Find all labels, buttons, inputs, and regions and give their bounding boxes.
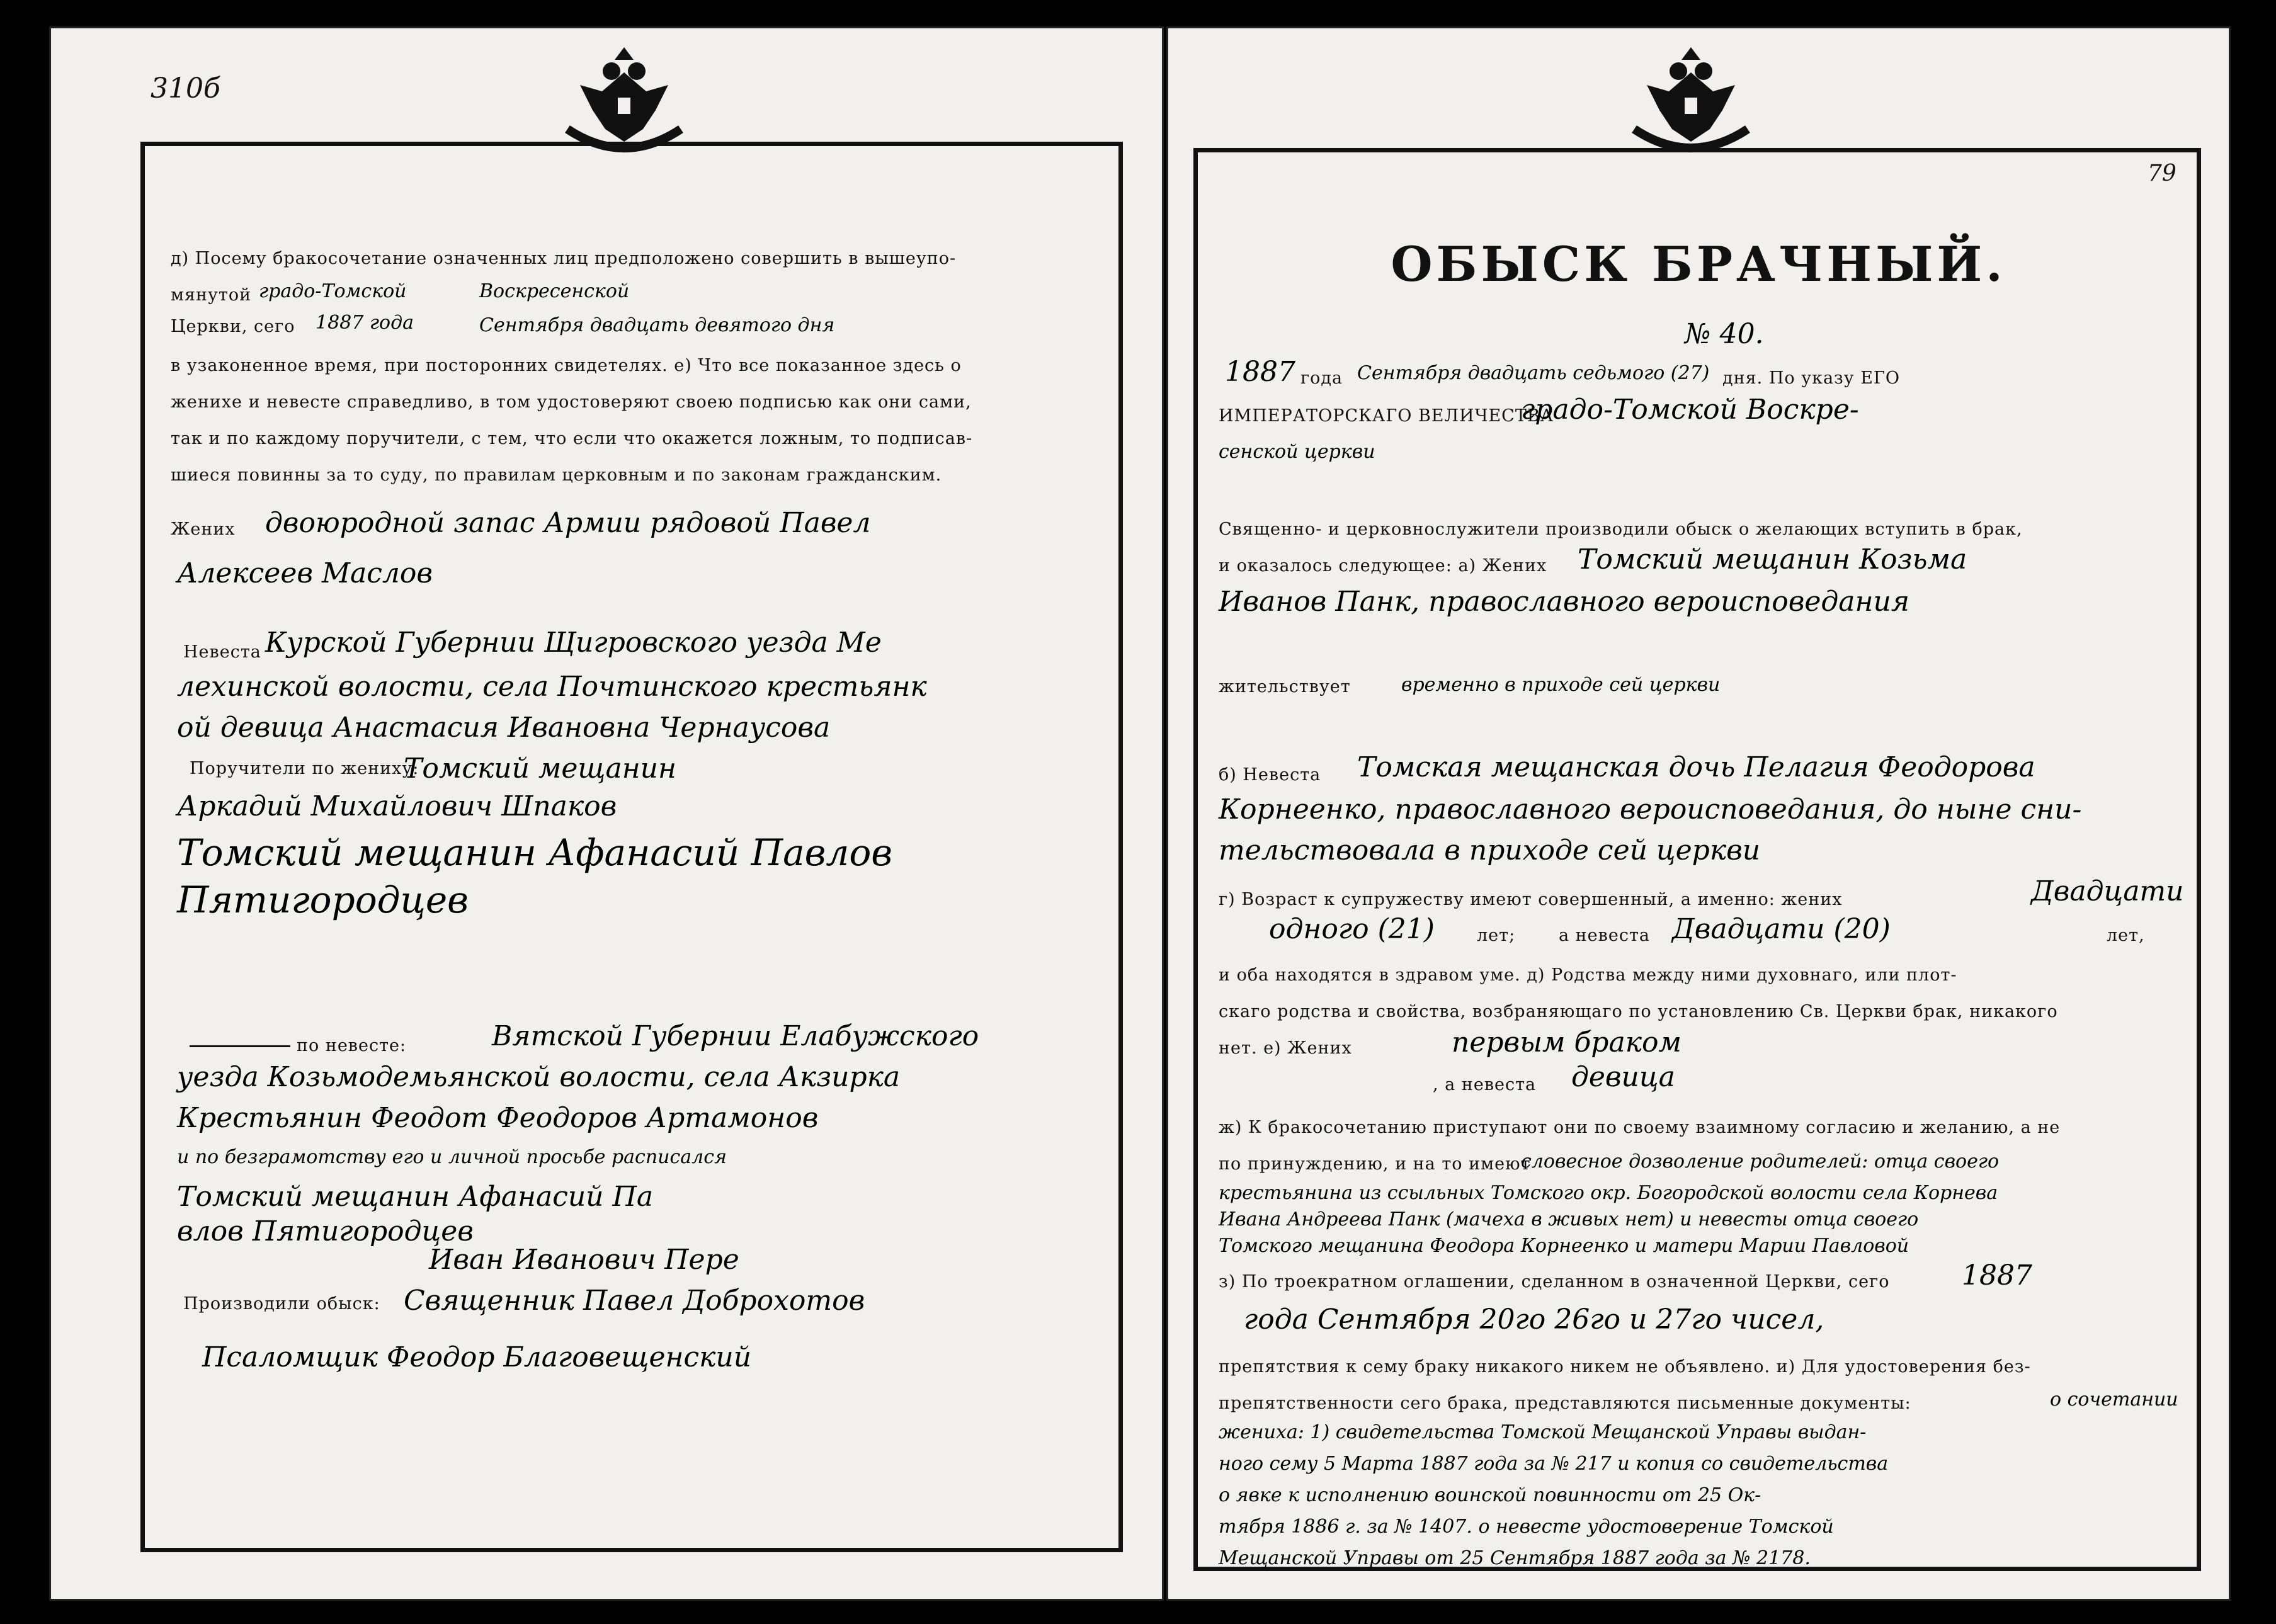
consent-line-1: ж) К бракосочетанию приступают они по своему взаимному согласию и желанию, а не: [1219, 1118, 2061, 1137]
groom-age-hand-2: одного (21): [1269, 913, 1435, 945]
right-page: [1166, 26, 2231, 1601]
guarantors-groom-label: Поручители по жениху:: [190, 759, 419, 778]
paragraph-d-line-4: в узаконенное время, при посторонних свидетелях. е) Что все показанное здесь о: [171, 356, 962, 375]
bride-age-hand: Двадцати (20): [1672, 913, 1891, 945]
bride-hand-3: ой девица Анастасия Ивановна Чернаусова: [177, 712, 831, 744]
guarantor-groom-hand-1: Томский мещанин: [404, 752, 676, 785]
guarantors-bride-label: [190, 1036, 406, 1055]
guarantor-bride-hand-7: Иван Иванович Пере: [429, 1244, 739, 1276]
kinship-line-2: скаго родства и свойства, возбраняющаго по установлению Св. Церкви брак, никакого: [1219, 1002, 2058, 1021]
consent-hand-4: Томского мещанина Феодора Корнеенко и матери Марии Павловой: [1219, 1235, 1909, 1257]
groom-hand-2: Алексеев Маслов: [177, 557, 433, 589]
groom-hand-right: Томский мещанин Козьма: [1578, 543, 1967, 576]
bride-hand-right-1: Томская мещанская дочь Пелагия Феодорова: [1357, 751, 2035, 783]
line2-print-majesty: ИМПЕРАТОРСКАГО ВЕЛИЧЕСТВА: [1219, 406, 1554, 426]
consent-hand-2: крестьянина из ссыльных Томского окр. Богородской волости села Корнева: [1219, 1182, 1998, 1204]
paragraph-d-line-2-print: мянутой: [171, 285, 252, 305]
consent-hand-1: словесное дозволение родителей: отца своего: [1521, 1150, 2000, 1173]
folio-number-right: 79: [2148, 161, 2176, 186]
bride-status-hand: девица: [1571, 1061, 1675, 1093]
documents-hand-1: жениха: 1) свидетельства Томской Мещанской Управы выдан-: [1219, 1421, 1867, 1443]
paragraph-d-line-5: женихе и невесте справедливо, в том удостоверяют своею подписью как они сами,: [171, 392, 972, 412]
bride-hand-1: Курской Губернии Щигровского уезда Ме: [265, 627, 882, 659]
documents-hand-2: ного сему 5 Марта 1887 года за № 217 и копия со свидетельства: [1219, 1453, 1889, 1475]
marriage-status-groom-label: нет. е) Жених: [1219, 1038, 1352, 1058]
consent-line-2-print: по принуждению, и на то имеют: [1219, 1154, 1531, 1174]
documents-hand-0: о сочетании: [2050, 1388, 2178, 1411]
guarantor-groom-hand-2: Аркадий Михайлович Шпаков: [177, 790, 617, 822]
priest-signature: Священник Павел Доброхотов: [404, 1285, 865, 1317]
clergy-line: Священно- и церковнослужители производили обыск о желающих вступить в брак,: [1219, 520, 2023, 539]
guarantor-bride-hand-2: уезда Козьмодемьянской волости, села Акзирка: [177, 1061, 901, 1093]
years-label-2: лет,: [2107, 926, 2145, 945]
left-page: [49, 26, 1164, 1601]
church-name-hand-1: градо-Томской: [259, 280, 407, 302]
paragraph-d-line-1: д) Посему бракосочетание означенных лиц предположено совершить в вышеупо-: [171, 249, 957, 268]
psalmist-signature: Псаломщик Феодор Благовещенский: [202, 1341, 752, 1373]
performed-search-label: Производили обыск:: [183, 1294, 380, 1314]
groom-age-hand: Двадцати: [2031, 875, 2184, 907]
document-title: ОБЫСК БРАЧНЫЙ.: [1391, 236, 2006, 292]
groom-intro-print: и оказалось следующее: а) Жених: [1219, 556, 1547, 576]
residence-hand: временно в приходе сей церкви: [1401, 674, 1721, 696]
search-date-hand: Сентября двадцать седьмого (27): [1357, 362, 1710, 384]
paragraph-d-line-7: шиеся повинны за то суду, по правилам церковным и по законам гражданским.: [171, 465, 942, 485]
residence-label: жительствует: [1219, 677, 1351, 696]
guarantor-bride-hand-4: и по безграмотству его и личной просьбе расписался: [177, 1146, 727, 1168]
documents-hand-3: о явке к исполнению воинской повинности от 25 Ок-: [1219, 1484, 1761, 1506]
consent-hand-3: Ивана Андреева Панк (мачеха в живых нет) и невесты отца своего: [1219, 1208, 1919, 1230]
record-number: № 40.: [1685, 318, 1764, 350]
wedding-date-hand: Сентября двадцать девятого дня: [479, 314, 835, 336]
line1-print-year-label: года: [1300, 368, 1343, 388]
groom-label: Жених: [171, 520, 236, 539]
guarantor-groom-hand-4: Пятигородцев: [177, 878, 469, 921]
guarantor-bride-hand-6: влов Пятигородцев: [177, 1215, 474, 1247]
church-hand-continued: сенской церкви: [1219, 441, 1375, 463]
label-dash: [190, 1045, 290, 1047]
paragraph-d-line-6: так и по каждому поручители, с тем, что если что окажется ложным, то подписав-: [171, 429, 973, 448]
marriage-status-bride-label: , а невеста: [1433, 1075, 1537, 1094]
kinship-line-1: и оба находятся в здравом уме. д) Родства между ними духовнаго, или плот-: [1219, 965, 1957, 985]
documents-hand-4: тября 1886 г. за № 1407. о невесте удостоверение Томской: [1219, 1516, 1834, 1538]
guarantor-bride-hand-5: Томский мещанин Афанасий Па: [177, 1181, 654, 1213]
groom-hand-1: двоюродной запас Армии рядовой Павел: [265, 507, 871, 539]
paragraph-d-line-3-print: Церкви, сего: [171, 317, 295, 336]
years-label-1: лет;: [1477, 926, 1516, 945]
groom-status-hand: первым браком: [1452, 1026, 1681, 1059]
bride-label-right: б) Невеста: [1219, 765, 1321, 785]
bride-label: Невеста: [183, 642, 261, 662]
banns-dates-hand: года Сентября 20го 26го и 27го чисел,: [1244, 1303, 1824, 1336]
church-name-hand-2: Воскресенской: [479, 280, 630, 302]
banns-line-print: з) По троекратном оглашении, сделанном в означенной Церкви, сего: [1219, 1272, 1890, 1292]
groom-hand-right-2: Иванов Панк, православного вероисповедания: [1219, 586, 1909, 618]
bride-hand-right-2: Корнеенко, православного вероисповедания, до ныне сни-: [1219, 793, 2082, 826]
line1-print-decree: дня. По указу ЕГО: [1722, 368, 1900, 388]
age-line-print: г) Возраст к супружеству имеют совершенный, а именно: жених: [1219, 890, 1843, 909]
banns-year-hand: 1887: [1962, 1259, 2032, 1292]
wedding-year-hand: 1887 года: [316, 312, 414, 334]
guarantors-bride-label-text: по невесте:: [297, 1036, 407, 1055]
documents-line-1: препятствия к сему браку никакого никем не объявлено. и) Для удостоверения без-: [1219, 1357, 2031, 1377]
bride-hand-2: лехинской волости, села Почтинского крестьянк: [177, 671, 927, 703]
guarantor-bride-hand-3: Крестьянин Феодот Феодоров Артамонов: [177, 1102, 819, 1134]
guarantor-bride-hand-1: Вятской Губернии Елабужского: [492, 1020, 979, 1052]
guarantor-groom-hand-3: Томский мещанин Афанасий Павлов: [177, 831, 893, 874]
bride-hand-right-3: тельствовала в приходе сей церкви: [1219, 834, 1761, 866]
bride-age-label: а невеста: [1559, 926, 1650, 945]
documents-hand-5: Мещанской Управы от 25 Сентября 1887 года за № 2178.: [1219, 1547, 1811, 1569]
year-hand: 1887: [1225, 356, 1295, 388]
documents-line-2: препятственности сего брака, представляются письменные документы:: [1219, 1394, 1911, 1413]
folio-number-left: 310б: [151, 72, 220, 105]
church-hand: градо-Томской Воскре-: [1521, 394, 1859, 426]
